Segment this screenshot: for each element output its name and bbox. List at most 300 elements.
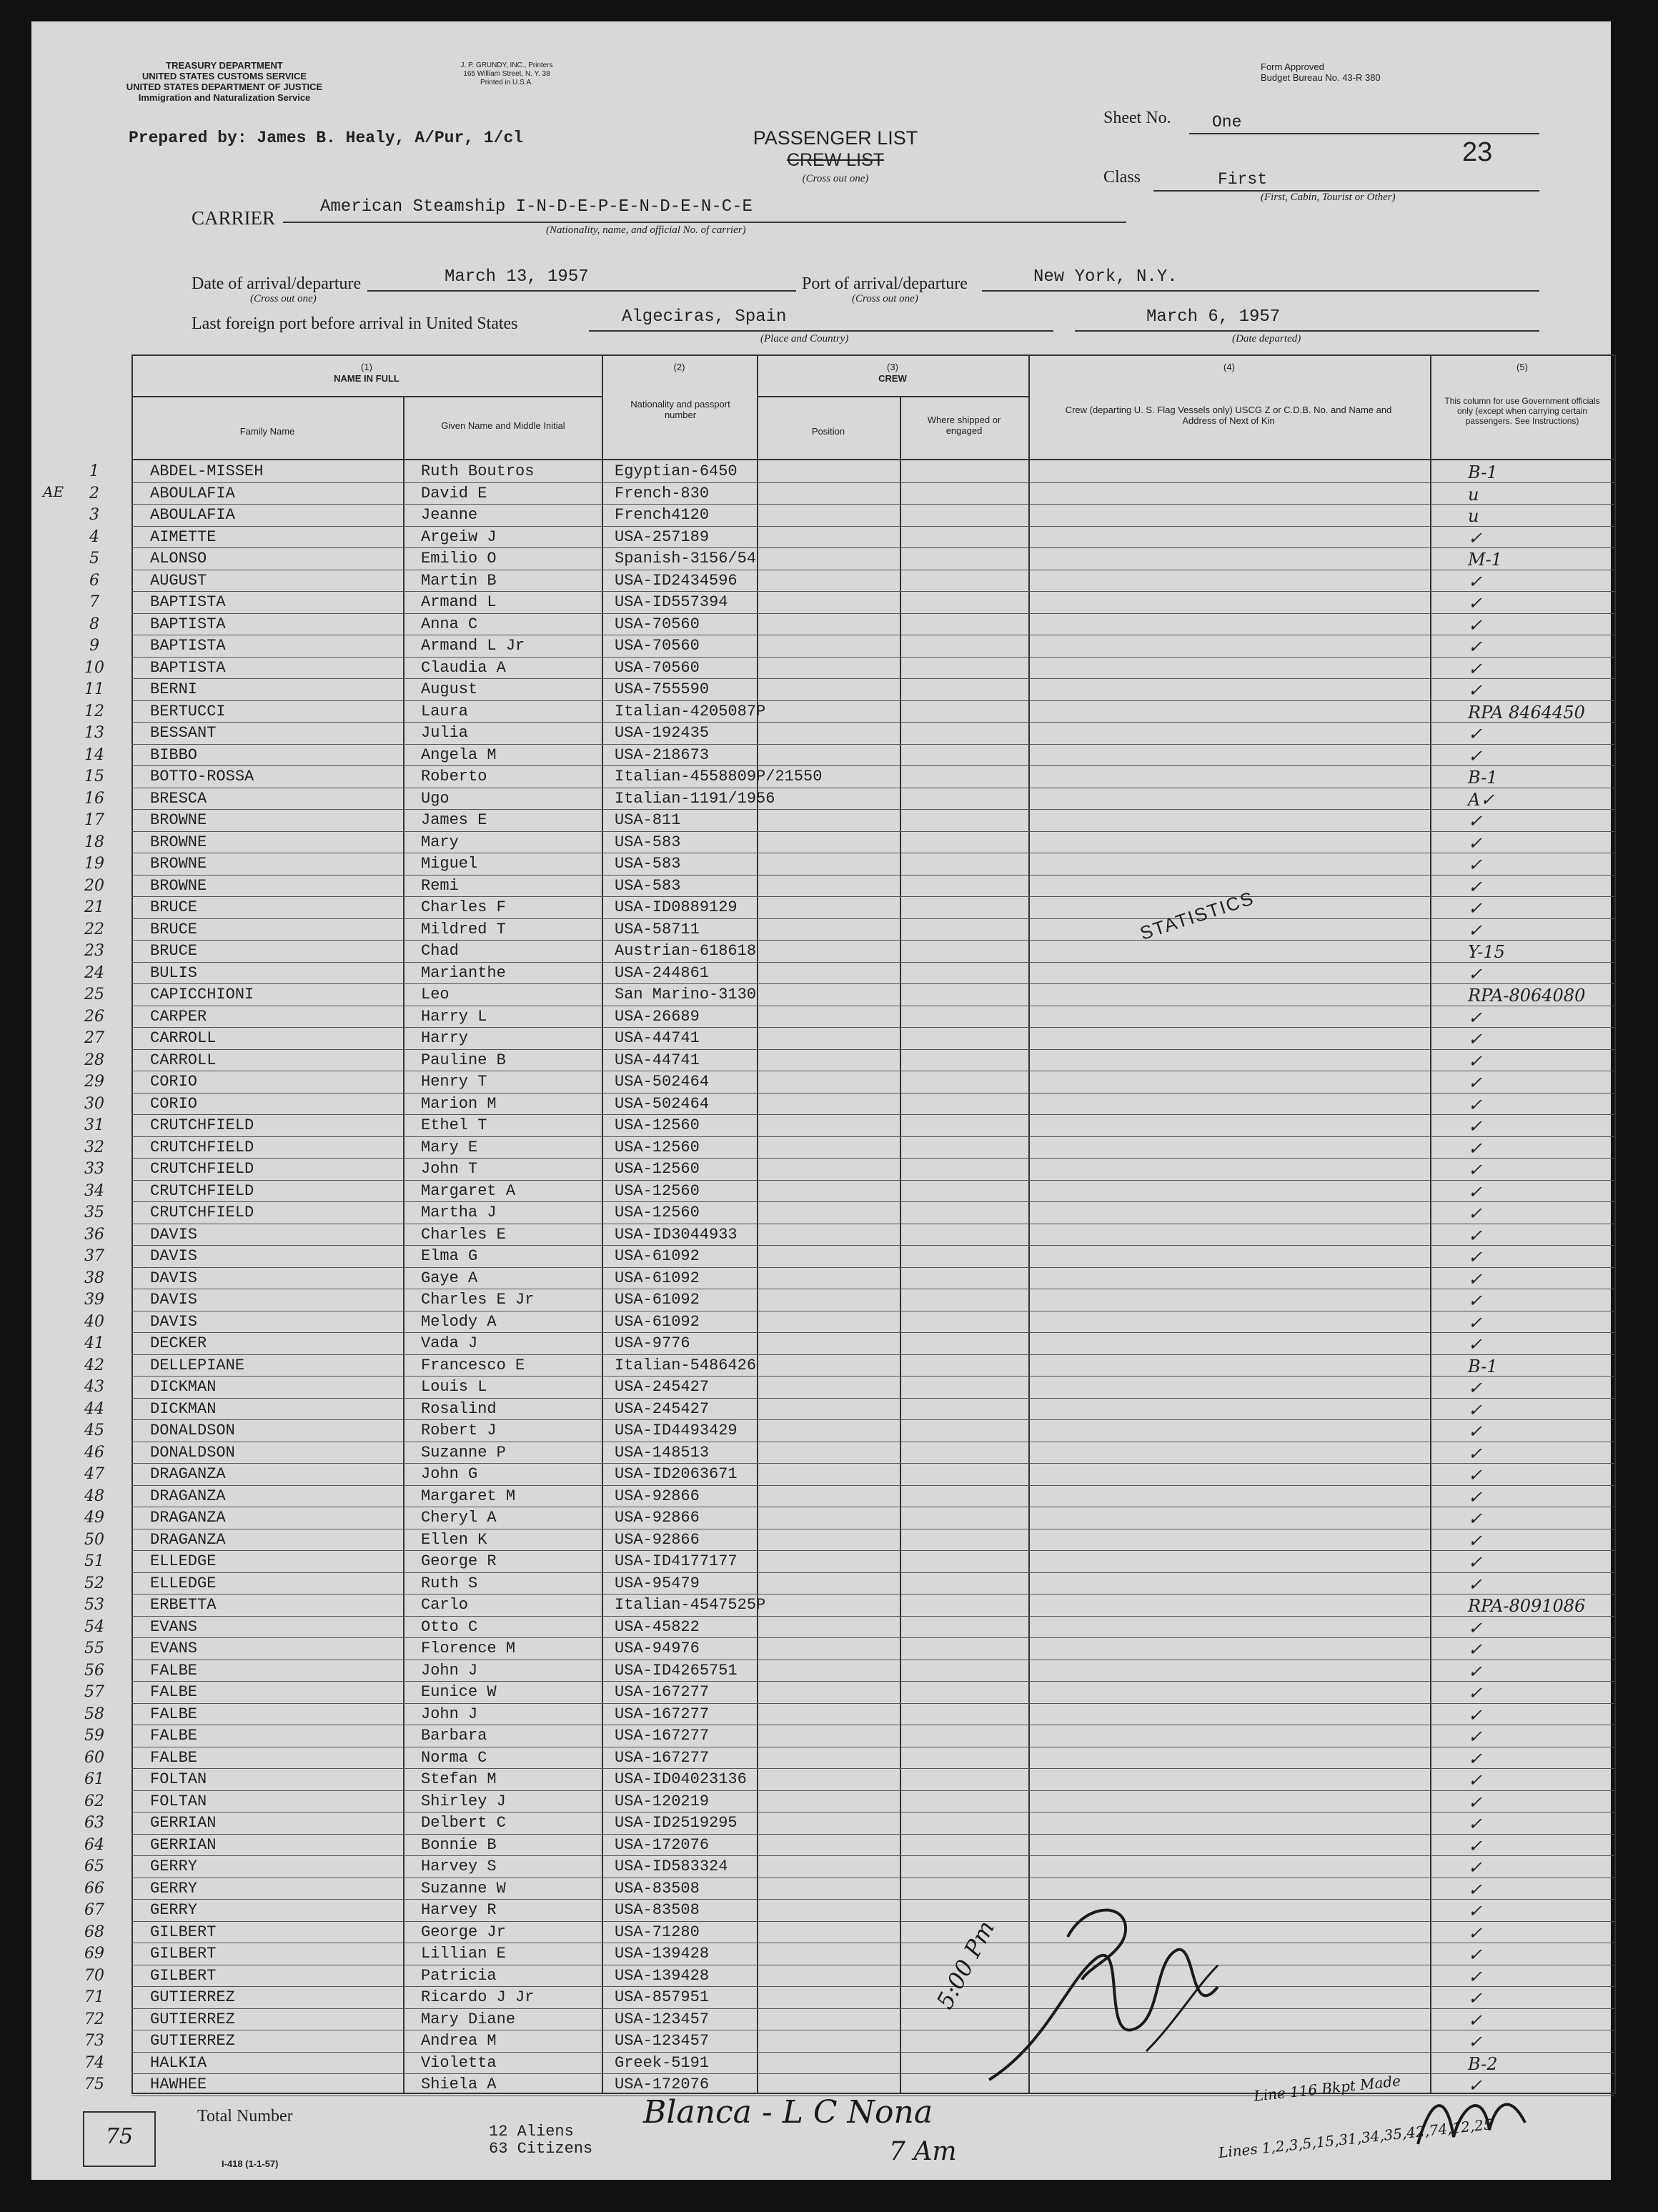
nationality-passport: USA-9776	[615, 1334, 690, 1352]
given-name: Andrea M	[421, 2032, 497, 2050]
nationality-passport: USA-139428	[615, 1966, 710, 1985]
class-label: Class	[1103, 168, 1141, 187]
crew-header: CREW	[878, 373, 907, 384]
government-mark: ✓	[1468, 1945, 1483, 1965]
port-underline	[982, 290, 1539, 292]
row-number: 6	[89, 571, 99, 590]
family-name: BROWNE	[150, 855, 207, 873]
nationality-passport: USA-ID2519295	[615, 1814, 738, 1832]
last-port-label: Last foreign port before arrival in United States	[192, 314, 518, 333]
nationality-passport: USA-218673	[615, 745, 710, 764]
government-mark: ✓	[1468, 1312, 1483, 1333]
given-name: Florence M	[421, 1640, 516, 1657]
arrival-underline	[367, 290, 796, 292]
given-name: Patricia	[421, 1966, 497, 1985]
table-row	[84, 2052, 1614, 2075]
row-number: 21	[84, 898, 104, 916]
family-name: DONALDSON	[150, 1422, 235, 1439]
given-name: Ricardo J Jr	[421, 1988, 535, 2006]
date-departed-hint: (Date departed)	[1232, 333, 1301, 344]
table-row	[84, 1245, 1614, 1268]
margin-note: AE	[43, 483, 64, 500]
nationality-passport: USA-172076	[615, 1835, 710, 1854]
given-name: John J	[421, 1705, 478, 1723]
government-mark: ✓	[1468, 963, 1483, 984]
government-mark: ✓	[1468, 1988, 1483, 2008]
table-row	[84, 1006, 1614, 1028]
given-name: Francesco E	[421, 1356, 525, 1374]
government-mark: ✓	[1468, 898, 1483, 918]
family-name: DRAGANZA	[150, 1465, 226, 1483]
row-number: 5	[89, 550, 99, 567]
family-name: DAVIS	[150, 1247, 198, 1265]
page-number: 23	[1462, 137, 1493, 167]
row-number: 34	[84, 1181, 104, 1200]
government-mark: ✓	[1468, 680, 1483, 700]
sheet-no-value: One	[1212, 113, 1242, 132]
row-number: 66	[84, 1879, 104, 1898]
given-name: Violetta	[421, 2053, 497, 2072]
family-name: BROWNE	[150, 833, 207, 851]
where-shipped-header: Where shipped or engaged	[927, 415, 1001, 436]
form-approved	[1261, 61, 1475, 83]
government-use-header: This column for use Government officials only (except when carrying certain passengers. See Instructions)	[1444, 396, 1600, 426]
family-name: ABOULAFIA	[150, 484, 235, 502]
given-name: Ethel T	[421, 1116, 487, 1134]
government-mark: ✓	[1468, 1225, 1483, 1246]
family-name: GUTIERREZ	[150, 1988, 235, 2006]
row-number: 17	[84, 811, 104, 829]
government-mark: ✓	[1468, 855, 1483, 875]
arrival-cross-hint: (Cross out one)	[250, 293, 317, 304]
row-number: 38	[84, 1269, 104, 1287]
row-number: 60	[84, 1748, 104, 1767]
last-port-hint: (Place and Country)	[760, 333, 849, 344]
class-hint: (First, Cabin, Tourist or Other)	[1261, 192, 1396, 203]
row-number: 37	[84, 1247, 104, 1265]
crew-kin-header: Crew (departing U. S. Flag Vessels only) USCG Z or C.D.B. No. and Name and Address of Next of Kin	[1065, 405, 1392, 426]
port-cross-hint: (Cross out one)	[852, 293, 918, 304]
given-name: Lillian E	[421, 1945, 506, 1963]
family-name: CRUTCHFIELD	[150, 1138, 254, 1156]
form-approved-line: Budget Bureau No. 43-R 380	[1261, 72, 1381, 83]
carrier-value: American Steamship I-N-D-E-P-E-N-D-E-N-C-E	[320, 197, 753, 217]
government-mark: ✓	[1468, 1181, 1483, 1202]
table-row	[84, 1419, 1614, 1442]
given-name: Elma G	[421, 1247, 478, 1265]
nationality-passport: USA-ID557394	[615, 593, 728, 611]
table-row	[84, 1834, 1614, 1857]
list-subtitle: CREW LIST	[786, 150, 885, 170]
given-name: Mildred T	[421, 920, 506, 938]
table-row	[84, 2008, 1614, 2031]
nationality-passport: USA-12560	[615, 1138, 700, 1156]
sheet-no-label: Sheet No.	[1103, 109, 1171, 127]
government-mark: u	[1468, 506, 1479, 526]
government-mark: ✓	[1468, 1247, 1483, 1267]
nationality-passport: USA-95479	[615, 1574, 700, 1592]
row-number: 23	[84, 942, 104, 960]
family-name: FALBE	[150, 1661, 198, 1680]
nationality-passport: USA-583	[615, 833, 681, 851]
row-number: 16	[84, 789, 104, 808]
row-number: 4	[89, 527, 99, 546]
carrier-hint: (Nationality, name, and official No. of carrier)	[546, 224, 746, 236]
row-number: 20	[84, 876, 104, 895]
nationality-passport: USA-583	[615, 855, 681, 873]
row-number: 19	[84, 855, 104, 873]
carrier-label: CARRIER	[192, 207, 276, 229]
row-number: 67	[84, 1901, 104, 1919]
table-row	[89, 460, 1614, 483]
table-row	[84, 1354, 1614, 1377]
given-name: Harry L	[421, 1007, 487, 1026]
family-name: FALBE	[150, 1683, 198, 1701]
printer-line: Printed in U.S.A.	[480, 79, 533, 86]
government-mark: ✓	[1468, 1901, 1483, 1921]
row-number: 50	[84, 1530, 104, 1549]
carrier-underline	[283, 222, 1126, 223]
row-number: 75	[84, 2075, 104, 2093]
row-number: 25	[84, 986, 104, 1003]
row-number: 71	[84, 1988, 104, 2006]
table-row	[84, 788, 1614, 810]
family-name: DAVIS	[150, 1269, 198, 1287]
nationality-passport: USA-192435	[615, 724, 710, 742]
nationality-passport: USA-71280	[615, 1923, 700, 1941]
table-row	[89, 547, 1614, 570]
nationality-passport: USA-755590	[615, 680, 710, 698]
table-row	[84, 1442, 1614, 1464]
table-row	[84, 1507, 1614, 1529]
family-name: ELLEDGE	[150, 1574, 217, 1592]
row-number: 44	[84, 1399, 104, 1418]
nationality-passport: USA-12560	[615, 1160, 700, 1178]
given-name: Shiela A	[421, 2075, 497, 2093]
family-name: ABDEL-MISSEH	[150, 462, 264, 480]
row-number: 33	[84, 1160, 104, 1178]
nationality-passport: USA-502464	[615, 1073, 710, 1091]
table-row	[84, 1899, 1614, 1922]
given-name: Leo	[421, 986, 450, 1003]
government-mark: RPA 8464450	[1468, 702, 1585, 723]
row-number: 62	[84, 1792, 104, 1810]
family-name: EVANS	[150, 1617, 198, 1636]
nationality-passport: USA-58711	[615, 920, 700, 938]
nationality-header: Nationality and passport number	[630, 399, 730, 420]
table-row	[84, 1572, 1614, 1595]
nationality-passport: USA-70560	[615, 658, 700, 677]
table-row	[84, 1289, 1614, 1311]
table-row	[84, 1376, 1614, 1399]
nationality-passport: Italian-4547525P	[615, 1596, 766, 1614]
officer-signature	[1404, 2080, 1547, 2158]
government-mark: ✓	[1468, 1705, 1483, 1725]
nationality-passport: USA-245427	[615, 1378, 710, 1396]
table-row	[84, 1114, 1614, 1137]
family-name: GUTIERREZ	[150, 2032, 235, 2050]
government-mark: ✓	[1468, 1792, 1483, 1812]
dept-line: UNITED STATES CUSTOMS SERVICE	[142, 71, 307, 81]
nationality-passport: USA-811	[615, 811, 681, 829]
government-mark: ✓	[1468, 1116, 1483, 1136]
row-number: 43	[84, 1378, 104, 1396]
family-name: GUTIERREZ	[150, 2010, 235, 2028]
family-name: DRAGANZA	[150, 1487, 226, 1505]
family-name: BRUCE	[150, 898, 198, 916]
printer-line: J. P. GRUNDY, INC., Printers	[460, 61, 553, 69]
government-mark: ✓	[1468, 1552, 1483, 1572]
nationality-passport: USA-83508	[615, 1901, 700, 1919]
table-row	[84, 1463, 1614, 1486]
government-mark: ✓	[1468, 1858, 1483, 1878]
table-row	[84, 1768, 1614, 1791]
family-name: CAPICCHIONI	[150, 986, 254, 1003]
family-name: CORIO	[150, 1094, 198, 1113]
government-mark: ✓	[1468, 571, 1483, 592]
family-name: GERRY	[150, 1879, 198, 1898]
nationality-passport: USA-94976	[615, 1640, 700, 1657]
given-name: Eunice W	[421, 1683, 497, 1701]
date-departed-underline	[1075, 330, 1539, 332]
table-row	[84, 1311, 1614, 1334]
table-row	[84, 1637, 1614, 1660]
family-name: BROWNE	[150, 876, 207, 895]
government-mark: ✓	[1468, 811, 1483, 831]
government-mark: ✓	[1468, 1399, 1483, 1420]
table-row	[84, 809, 1614, 832]
family-name: CARPER	[150, 1007, 207, 1026]
nationality-passport: USA-257189	[615, 527, 710, 546]
table-row	[84, 1224, 1614, 1246]
given-name: Mary	[421, 833, 459, 851]
government-mark: ✓	[1468, 1923, 1483, 1943]
nationality-passport: USA-ID583324	[615, 1858, 728, 1875]
table-row	[89, 504, 1614, 527]
nationality-passport: USA-583	[615, 876, 681, 895]
nationality-passport: French4120	[615, 506, 710, 524]
nationality-passport: Greek-5191	[615, 2053, 710, 2072]
row-number: 59	[84, 1727, 104, 1745]
government-mark: ✓	[1468, 1509, 1483, 1529]
row-number: 40	[84, 1312, 104, 1331]
row-number: 9	[89, 637, 99, 655]
family-name: BRESCA	[150, 789, 207, 808]
port-label: Port of arrival/departure	[802, 274, 968, 293]
government-mark: ✓	[1468, 1487, 1483, 1507]
nationality-passport: San Marino-3130	[615, 986, 757, 1003]
passenger-list-sheet	[31, 21, 1611, 2180]
given-name: Chad	[421, 942, 459, 960]
family-name: BULIS	[150, 963, 198, 982]
government-mark: ✓	[1468, 1422, 1483, 1442]
government-mark: ✓	[1468, 1007, 1483, 1028]
table-row	[84, 1158, 1614, 1181]
row-number: 7	[89, 593, 99, 611]
given-name: John G	[421, 1465, 478, 1483]
family-name: CRUTCHFIELD	[150, 1181, 254, 1200]
nationality-passport: USA-83508	[615, 1879, 700, 1898]
row-number: 27	[84, 1029, 104, 1047]
row-number: 46	[84, 1443, 104, 1462]
table-row	[84, 722, 1614, 745]
family-name: DICKMAN	[150, 1378, 217, 1396]
row-number: 68	[84, 1923, 104, 1941]
row-number: 26	[84, 1007, 104, 1026]
table-row	[84, 1812, 1614, 1835]
government-mark: ✓	[1468, 1269, 1483, 1289]
family-name: DONALDSON	[150, 1443, 235, 1462]
table-row	[84, 1660, 1614, 1682]
family-name: CORIO	[150, 1073, 198, 1091]
arrival-date: March 13, 1957	[445, 267, 589, 287]
given-name: Suzanne P	[421, 1443, 506, 1462]
table-row	[84, 1790, 1614, 1813]
passenger-table	[84, 354, 1614, 2096]
last-port-underline	[589, 330, 1053, 332]
nationality-passport: USA-12560	[615, 1204, 700, 1221]
row-number: 8	[89, 615, 99, 633]
row-number: 72	[84, 2010, 104, 2028]
row-number: 13	[84, 724, 104, 742]
nationality-passport: USA-92866	[615, 1487, 700, 1505]
given-name: Armand L Jr	[421, 637, 525, 655]
nationality-passport: USA-44741	[615, 1029, 700, 1047]
government-mark: ✓	[1468, 1574, 1483, 1594]
family-name: DAVIS	[150, 1291, 198, 1309]
row-number: 45	[84, 1422, 104, 1439]
government-mark: ✓	[1468, 1814, 1483, 1834]
table-row	[84, 1550, 1614, 1573]
nationality-passport: USA-61092	[615, 1312, 700, 1331]
row-number: 28	[84, 1051, 104, 1069]
table-row	[89, 570, 1614, 592]
family-name: FALBE	[150, 1748, 198, 1767]
total-label: Total Number	[197, 2107, 293, 2126]
header-rule	[757, 396, 1028, 397]
family-name: HAWHEE	[150, 2075, 207, 2093]
government-mark: ✓	[1468, 833, 1483, 853]
family-name: BAPTISTA	[150, 615, 226, 633]
table-row	[84, 962, 1614, 985]
table-row	[84, 765, 1614, 788]
government-mark: ✓	[1468, 1138, 1483, 1159]
family-name: CRUTCHFIELD	[150, 1204, 254, 1221]
row-number: 56	[84, 1661, 104, 1680]
nationality-passport: USA-26689	[615, 1007, 700, 1026]
government-mark: ✓	[1468, 1291, 1483, 1311]
family-name: DRAGANZA	[150, 1530, 226, 1549]
nationality-passport: USA-167277	[615, 1748, 710, 1767]
family-name: CARROLL	[150, 1029, 217, 1047]
table-row	[84, 744, 1614, 767]
row-number: 29	[84, 1073, 104, 1091]
government-mark: ✓	[1468, 1378, 1483, 1398]
given-name: Marianthe	[421, 963, 506, 982]
given-name: Ruth S	[421, 1574, 478, 1592]
given-name: Armand L	[421, 593, 497, 611]
table-row	[84, 1921, 1614, 1944]
table-row	[84, 940, 1614, 963]
given-name: Harvey R	[421, 1901, 497, 1919]
nationality-passport: USA-244861	[615, 963, 710, 982]
row-number: 1	[89, 462, 99, 480]
government-mark: ✓	[1468, 2032, 1483, 2052]
table-row	[84, 657, 1614, 680]
given-name: Margaret M	[421, 1487, 516, 1505]
government-mark: ✓	[1468, 1530, 1483, 1551]
handwritten-line-note: Line 116 Bkpt Made	[1253, 2072, 1402, 2105]
family-name: ELLEDGE	[150, 1552, 217, 1570]
row-number: 64	[84, 1835, 104, 1854]
family-name: BESSANT	[150, 724, 217, 742]
government-mark: ✓	[1468, 1748, 1483, 1769]
government-mark: ✓	[1468, 658, 1483, 679]
government-mark: ✓	[1468, 1443, 1483, 1464]
given-name: Argeiw J	[421, 527, 497, 546]
nationality-passport: USA-12560	[615, 1116, 700, 1134]
given-name: August	[421, 680, 478, 698]
nationality-passport: Italian-4205087P	[615, 702, 766, 720]
row-number: 24	[84, 963, 104, 982]
government-mark: ✓	[1468, 1160, 1483, 1180]
government-mark: ✓	[1468, 876, 1483, 897]
nationality-passport: USA-61092	[615, 1269, 700, 1287]
nationality-passport: USA-ID2063671	[615, 1465, 738, 1483]
given-name: Cheryl A	[421, 1509, 497, 1527]
given-name: Remi	[421, 876, 459, 895]
given-name: Melody A	[421, 1312, 497, 1331]
government-mark: ✓	[1468, 1683, 1483, 1703]
family-name: FALBE	[150, 1727, 198, 1745]
family-name: ALONSO	[150, 550, 207, 567]
family-name: BIBBO	[150, 745, 198, 764]
government-mark: ✓	[1468, 2075, 1483, 2096]
table-row	[84, 1267, 1614, 1290]
citizens-count: 63 Citizens	[489, 2140, 593, 2158]
nationality-passport: USA-12560	[615, 1181, 700, 1200]
cross-out-hint: (Cross out one)	[802, 173, 869, 184]
nationality-passport: USA-245427	[615, 1399, 710, 1418]
nationality-passport: USA-ID3044933	[615, 1225, 738, 1244]
given-name: John J	[421, 1661, 478, 1680]
government-mark: ✓	[1468, 593, 1483, 613]
family-name: DAVIS	[150, 1225, 198, 1244]
given-name: Martin B	[421, 571, 497, 590]
family-name-header: Family Name	[239, 426, 295, 437]
given-name: Charles E Jr	[421, 1291, 535, 1309]
table-row	[84, 1878, 1614, 1900]
family-name: GERRIAN	[150, 1814, 217, 1832]
nationality-passport: Austrian-618618	[615, 942, 757, 960]
given-name: Harvey S	[421, 1858, 497, 1875]
table-row	[84, 1965, 1614, 1988]
government-mark: ✓	[1468, 724, 1483, 744]
col2-number: (2)	[673, 362, 685, 372]
given-name: Julia	[421, 724, 469, 742]
col5-number: (5)	[1516, 362, 1528, 372]
col4-number: (4)	[1223, 362, 1235, 372]
row-number: 36	[84, 1225, 104, 1244]
col3-number: (3)	[887, 362, 898, 372]
table-row	[84, 1398, 1614, 1421]
table-row	[89, 591, 1614, 614]
government-mark: B-1	[1468, 462, 1498, 482]
family-name: BAPTISTA	[150, 658, 226, 677]
handwritten-lines-list: Lines 1,2,3,5,15,31,34,35,42,74,12,25	[1217, 2115, 1494, 2162]
table-row	[84, 678, 1614, 701]
nationality-passport: USA-ID4177177	[615, 1552, 738, 1570]
